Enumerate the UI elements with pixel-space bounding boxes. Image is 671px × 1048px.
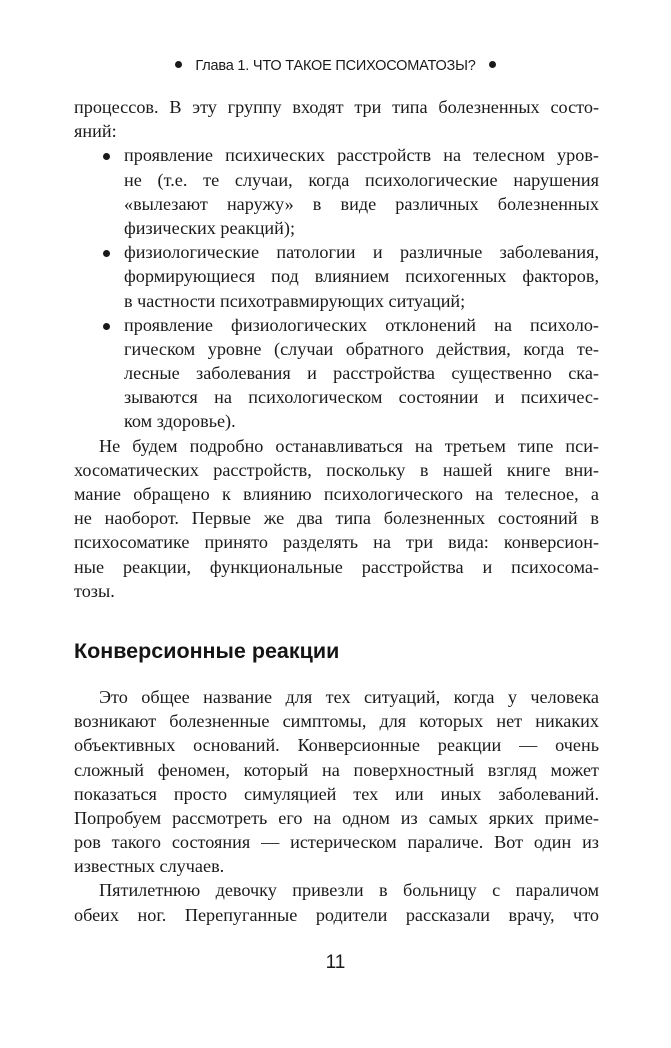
page-number: 11 xyxy=(325,952,346,973)
paragraph-third-type xyxy=(74,434,599,603)
text-line: яний: xyxy=(74,121,117,142)
text-line: возникают болезненные симптомы, для которых нет никаких xyxy=(74,711,599,732)
running-head-text: Глава 1. ЧТО ТАКОЕ ПСИХОСОМАТОЗЫ? xyxy=(195,58,476,74)
text-line: объективных оснований. Конверсионные реакции — очень xyxy=(74,735,599,756)
text-line: не наоборот. Первые же два типа болезненных состояний в xyxy=(74,508,599,529)
text-line: Не будем подробно останавливаться на третьем типе пси- xyxy=(99,435,599,456)
bullet-dot-icon xyxy=(103,153,110,160)
text-line: физических реакций); xyxy=(124,217,295,238)
text-line: процессов. В эту группу входят три типа болезненных состо- xyxy=(74,97,599,117)
text-line: известных случаев. xyxy=(74,856,225,877)
text-line: психосоматике принято разделять на три вида: конверсион- xyxy=(74,532,599,553)
bullet-dot-icon xyxy=(175,61,182,68)
paragraph-case xyxy=(74,878,599,926)
text-line: хосоматических расстройств, поскольку в нашей книге вни- xyxy=(74,459,599,480)
bullet-dot-icon xyxy=(489,61,496,68)
text-line: зываются на психологическом состоянии и психичес- xyxy=(124,387,599,408)
bullet-item-3 xyxy=(74,313,599,434)
text-line: гическом уровне (случаи обратного действия, когда те- xyxy=(124,338,599,359)
intro-paragraph xyxy=(74,95,599,143)
text-line: физиологические патологии и различные заболевания, xyxy=(124,242,599,263)
text-line: лесные заболевания и расстройства существенно ска- xyxy=(124,363,599,384)
text-line: показаться просто симуляцией тех или иных заболеваний. xyxy=(74,783,599,804)
text-line: сложный феномен, который на поверхностный взгляд может xyxy=(74,759,599,780)
bullet-dot-icon xyxy=(103,250,110,257)
text-line: проявление физиологических отклонений на психоло- xyxy=(124,314,599,335)
text-line: Это общее название для тех ситуаций, когда у человека xyxy=(99,686,599,707)
bullet-item-2 xyxy=(74,240,599,313)
text-line: мание обращено к влиянию психологического на телесное, а xyxy=(74,484,599,504)
text-line: обеих ног. Перепуганные родители рассказали врачу, что xyxy=(74,904,599,925)
body-text xyxy=(74,95,599,927)
text-line: в частности психотравмирующих ситуаций; xyxy=(124,290,466,311)
text-line: ком здоровье). xyxy=(124,411,236,432)
text-line: ные реакции, функциональные расстройства и психосома- xyxy=(74,556,599,577)
running-head xyxy=(0,58,671,74)
section-heading: Конверсионные реакции xyxy=(74,638,340,663)
text-line: Пятилетнюю девочку привезли в больницу с параличом xyxy=(99,880,599,901)
paragraph-definition xyxy=(74,685,599,879)
bullet-dot-icon xyxy=(103,323,110,330)
text-line: Попробуем рассмотреть его на одном из самых ярких приме- xyxy=(74,807,599,828)
text-line: тозы. xyxy=(74,580,115,601)
text-line: формирующиеся под влиянием психогенных факторов, xyxy=(124,266,599,287)
text-line: «вылезают наружу» в виде различных болезненных xyxy=(124,193,599,214)
bullet-item-1 xyxy=(74,143,599,240)
text-line: проявление психических расстройств на телесном уров- xyxy=(124,145,599,166)
text-line: не (т.е. те случаи, когда психологические нарушения xyxy=(124,169,599,190)
text-line: ров такого состояния — истерическом параличе. Вот один из xyxy=(74,832,599,853)
